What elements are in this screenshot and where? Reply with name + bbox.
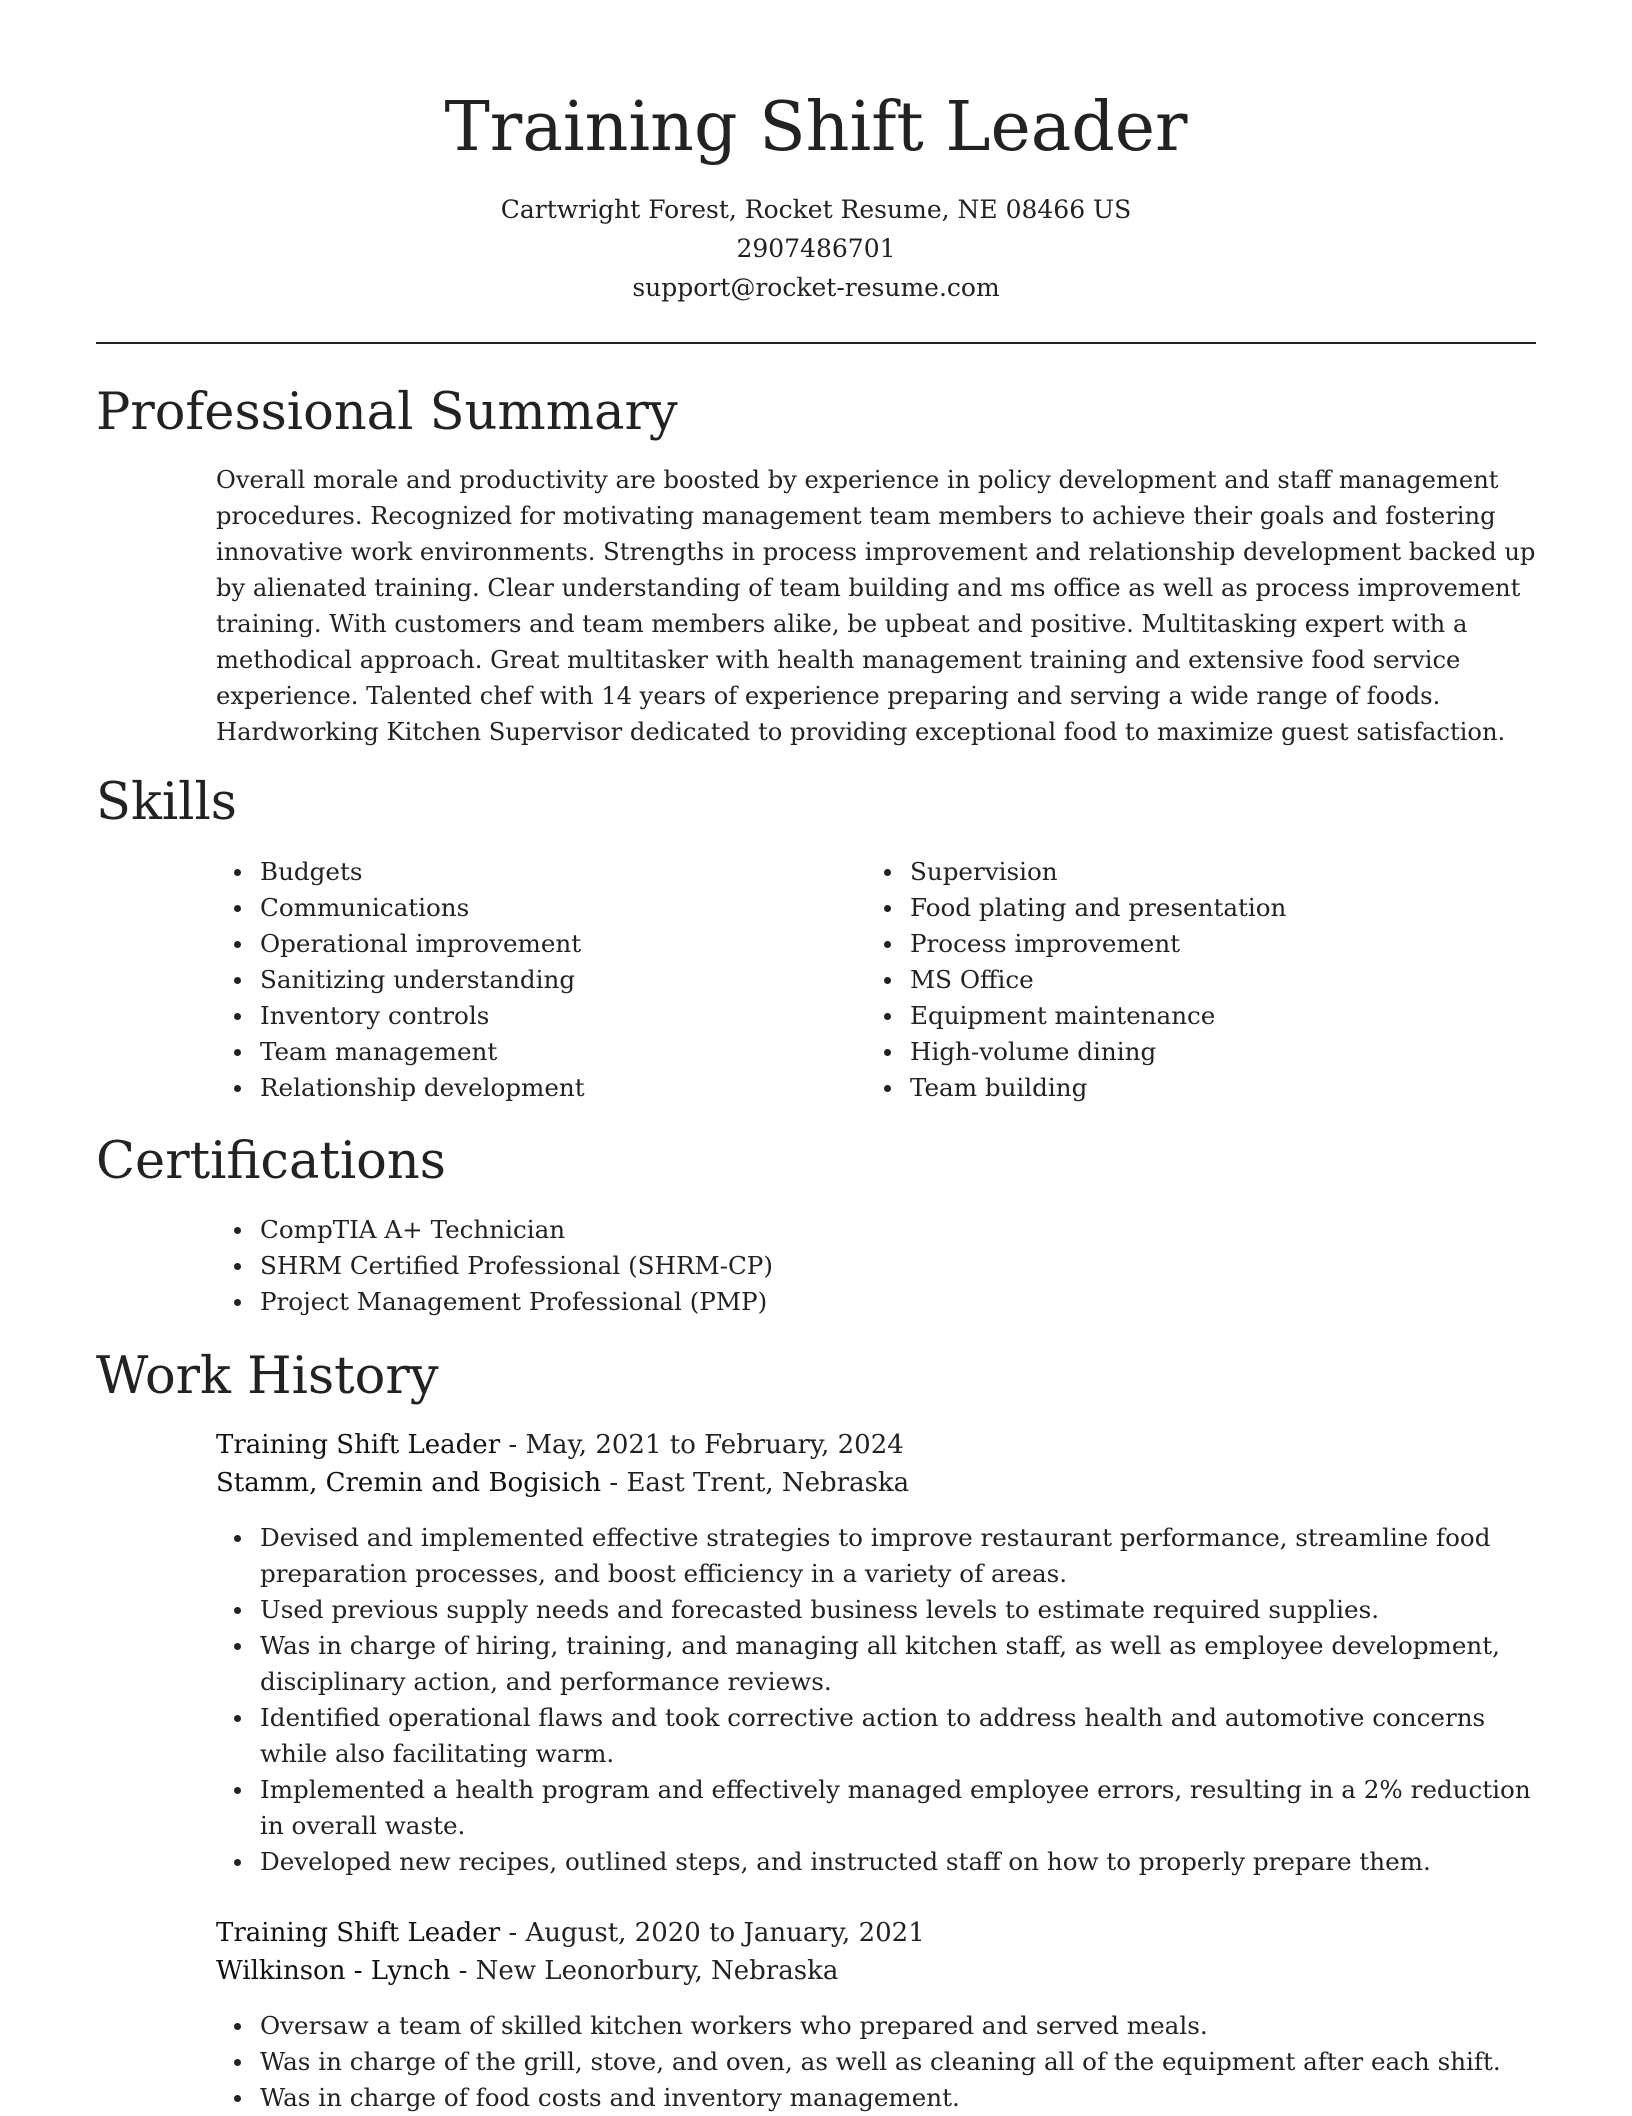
- list-item: Supervision: [866, 854, 1526, 890]
- skills-list-left: [216, 854, 816, 1106]
- list-item: Was in charge of food costs and inventory management.: [216, 2080, 1536, 2116]
- job-dates: - May, 2021 to February, 2024: [500, 1430, 904, 1460]
- list-item: Team management: [216, 1034, 816, 1070]
- list-item: Inventory controls: [216, 998, 816, 1034]
- list-item: Process improvement: [866, 926, 1526, 962]
- list-item: Relationship development: [216, 1070, 816, 1106]
- bullet-icon: [234, 1607, 241, 1614]
- certifications-list: [216, 1212, 1536, 1320]
- candidate-name: Training Shift Leader: [444, 88, 1188, 167]
- job-role: Training Shift Leader: [216, 1430, 501, 1460]
- list-item: Developed new recipes, outlined steps, and instructed staff on how to properly prepare them.: [216, 1844, 1536, 1880]
- list-item: Team building: [866, 1070, 1526, 1106]
- list-item: Equipment maintenance: [866, 998, 1526, 1034]
- job-company: Stamm, Cremin and Bogisich: [216, 1468, 602, 1498]
- job-duties-list: [216, 2008, 1536, 2116]
- contact-email[interactable]: support@rocket-resume.com: [632, 273, 1000, 302]
- job-title-line: [216, 1426, 1536, 1464]
- list-item: Sanitizing understanding: [216, 962, 816, 998]
- bullet-icon: [234, 1535, 241, 1542]
- job-location: - New Leonorbury, Nebraska: [450, 1956, 839, 1986]
- bullet-icon: [884, 905, 891, 912]
- bullet-icon: [234, 977, 241, 984]
- bullet-icon: [884, 1049, 891, 1056]
- list-item: SHRM Certified Professional (SHRM-CP): [216, 1248, 1536, 1284]
- list-item: Was in charge of hiring, training, and managing all kitchen staff, as well as employee development, disciplinary action, and performance reviews.: [216, 1628, 1536, 1700]
- list-item: Communications: [216, 890, 816, 926]
- header-divider: [96, 342, 1536, 344]
- bullet-icon: [884, 1085, 891, 1092]
- list-item: Oversaw a team of skilled kitchen workers who prepared and served meals.: [216, 2008, 1536, 2044]
- bullet-icon: [234, 1787, 241, 1794]
- bullet-icon: [234, 1643, 241, 1650]
- list-item: High-volume dining: [866, 1034, 1526, 1070]
- bullet-icon: [234, 2095, 241, 2102]
- job-company-line: [216, 1952, 1536, 1990]
- bullet-icon: [234, 1085, 241, 1092]
- summary-text: Overall morale and productivity are boosted by experience in policy development and staff management procedures. Recognized for motivating management team members to achieve their goals and fostering innovative work environments. Strengths in process improvement and relationship development backed up by alienated training. Clear understanding of team building and ms office as well as process improvement training. With customers and team members alike, be upbeat and positive. Multitasking expert with a methodical approach. Great multitasker with health management training and extensive food service experience. Talented chef with 14 years of experience preparing and serving a wide range of foods. Hardworking Kitchen Supervisor dedicated to providing exceptional food to maximize guest satisfaction.: [216, 466, 1536, 746]
- list-item: Food plating and presentation: [866, 890, 1526, 926]
- list-item: CompTIA A+ Technician: [216, 1212, 1536, 1248]
- bullet-icon: [884, 1013, 891, 1020]
- job-role: Training Shift Leader: [216, 1918, 501, 1948]
- job-title-line: [216, 1914, 1536, 1952]
- list-item: Used previous supply needs and forecasted business levels to estimate required supplies.: [216, 1592, 1536, 1628]
- bullet-icon: [234, 2059, 241, 2066]
- bullet-icon: [234, 1715, 241, 1722]
- resume-header: [96, 84, 1536, 172]
- bullet-icon: [884, 869, 891, 876]
- job-duties-list: [216, 1520, 1536, 1880]
- bullet-icon: [234, 2023, 241, 2030]
- bullet-icon: [884, 977, 891, 984]
- summary-heading: Professional Summary: [96, 383, 678, 442]
- list-item: Operational improvement: [216, 926, 816, 962]
- list-item: Implemented a health program and effectively managed employee errors, resulting in a 2% reduction in overall waste.: [216, 1772, 1536, 1844]
- list-item: Devised and implemented effective strategies to improve restaurant performance, streamline food preparation processes, and boost efficiency in a variety of areas.: [216, 1520, 1536, 1592]
- job-dates: - August, 2020 to January, 2021: [500, 1918, 925, 1948]
- bullet-icon: [234, 1299, 241, 1306]
- list-item: Was in charge of the grill, stove, and oven, as well as cleaning all of the equipment after each shift.: [216, 2044, 1536, 2080]
- bullet-icon: [234, 1263, 241, 1270]
- skills-heading: Skills: [96, 773, 237, 832]
- bullet-icon: [234, 1013, 241, 1020]
- contact-address: Cartwright Forest, Rocket Resume, NE 08466 US: [500, 195, 1132, 224]
- list-item: MS Office: [866, 962, 1526, 998]
- job-company: Wilkinson - Lynch: [216, 1956, 451, 1986]
- list-item: Budgets: [216, 854, 816, 890]
- bullet-icon: [234, 1227, 241, 1234]
- list-item: Project Management Professional (PMP): [216, 1284, 1536, 1320]
- contact-block: [96, 190, 1536, 307]
- bullet-icon: [234, 1859, 241, 1866]
- contact-phone: 2907486701: [736, 234, 896, 263]
- bullet-icon: [234, 905, 241, 912]
- bullet-icon: [884, 941, 891, 948]
- job-location: - East Trent, Nebraska: [601, 1468, 910, 1498]
- bullet-icon: [234, 869, 241, 876]
- list-item: Identified operational flaws and took corrective action to address health and automotive concerns while also facilitating warm.: [216, 1700, 1536, 1772]
- certifications-heading: Certifications: [96, 1132, 446, 1191]
- bullet-icon: [234, 1049, 241, 1056]
- work-history-heading: Work History: [96, 1347, 439, 1406]
- job-company-line: [216, 1464, 1536, 1502]
- bullet-icon: [234, 941, 241, 948]
- skills-list-right: [866, 854, 1526, 1106]
